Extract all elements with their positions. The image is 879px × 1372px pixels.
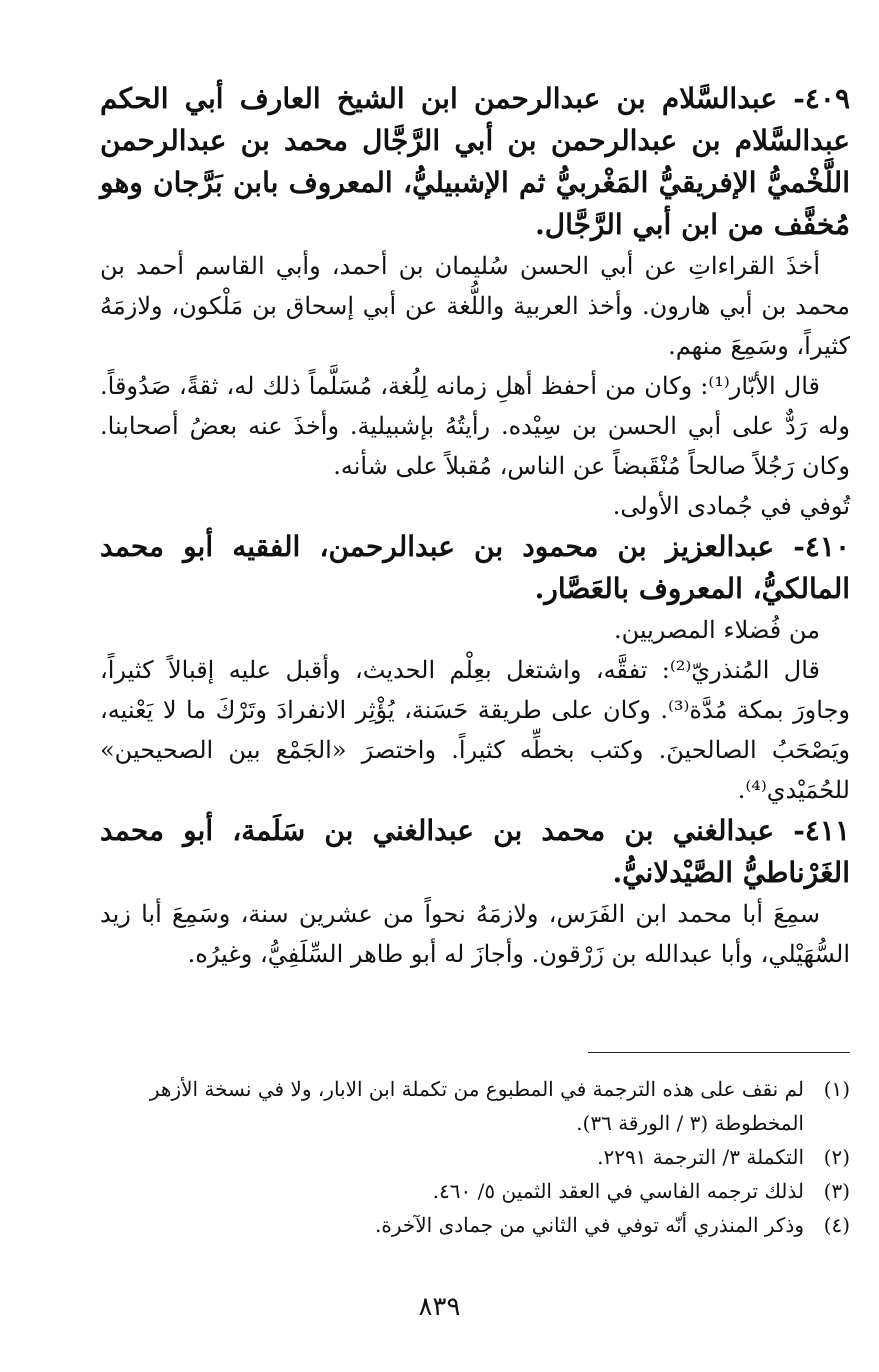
footnote-3 [100,1174,850,1208]
footnote-number: (٢) [823,1145,850,1169]
entry-number: ٤١١- [793,814,850,847]
entry-heading [100,810,850,894]
entry-number: ٤٠٩- [793,82,850,115]
paragraph: سمِعَ أبا محمد ابن الفَرَس، ولازمَهُ نحواً من عشرين سنة، وسَمِعَ أبا زيد السُّهَيْلي، وأبا عبدالله بن زَرْقون. وأجازَ له أبو طاهر السِّلَفِيُّ، وغيرُه. [100,900,850,968]
footnotes [100,1072,850,1242]
footnote-text: لم نقف على هذه الترجمة في المطبوع من تكملة ابن الابار، ولا في نسخة الأزهر المخطوطة (٣ / الورقة ٣٦). [149,1077,804,1135]
entry-heading [100,526,850,610]
footnote-2 [100,1140,850,1174]
entry-heading [100,78,850,246]
footnote-number: (٣) [823,1179,850,1203]
entry-411 [100,810,850,974]
footnote-number: (١) [823,1077,850,1101]
entry-title: عبدالغني بن محمد بن عبدالغني بن سَلَمة، أبو محمد الغَرْناطيُّ الصَّيْدلانيُّ. [100,814,850,889]
paragraph: أخذَ القراءاتِ عن أبي الحسن سُليمان بن أحمد، وأبي القاسم أحمد بن محمد بن أبي هارون. وأخذ العربية واللُّغة عن أبي إسحاق بن مَلْكون، ولازمَهُ كثيراً، وسَمِعَ منهم. [100,252,850,360]
entry-409 [100,78,850,526]
entry-title: عبدالسَّلام بن عبدالرحمن ابن الشيخ العارف أبي الحكم عبدالسَّلام بن عبدالرحمن بن أبي الرَّجَّال محمد بن عبدالرحمن اللَّخْميُّ الإفريقيُّ المَغْربيُّ ثم الإشبيليُّ، المعروف بابن بَرَّجان وهو مُخفَّف من ابن أبي الرَّجَّال. [100,82,850,241]
footnote-text: لذلك ترجمه الفاسي في العقد الثمين ٥/ ٤٦٠. [432,1179,804,1203]
entry-title: عبدالعزيز بن محمود بن عبدالرحمن، الفقيه أبو محمد المالكيُّ، المعروف بالعَصَّار. [100,530,850,605]
footnote-text: وذكر المنذري أنّه توفي في الثاني من جمادى الآخرة. [375,1213,804,1237]
entry-410 [100,526,850,810]
footnote-text: التكملة ٣/ الترجمة ٢٢٩١. [597,1145,804,1169]
footnote-4 [100,1208,850,1242]
page-body [100,78,850,974]
footnote-divider [588,1052,850,1053]
entry-number: ٤١٠- [793,530,851,563]
paragraph: قال المُنذريّ⁽²⁾: تفقَّه، واشتغل بعِلْم الحديث، وأقبل عليه إقبالاً كثيراً، وجاورَ بمكة مُدَّة⁽³⁾. وكان على طريقة حَسَنة، يُؤْثِر الانفرادَ وتَرْكَ ما لا يَعْنيه، ويَصْحَبُ الصالحينَ. وكتب بخطِّه كثيراً. واختصرَ «الجَمْع بين الصحيحين» للحُمَيْدي⁽⁴⁾. [100,656,850,804]
paragraph: تُوفي في جُمادى الأولى. [612,492,850,520]
footnote-number: (٤) [823,1213,850,1237]
footnote-1 [100,1072,850,1140]
page-number: ٨٣٩ [418,1292,461,1322]
paragraph: من فُضلاء المصريين. [613,616,820,644]
paragraph: قال الأبّار⁽¹⁾: وكان من أحفظ أهلِ زمانه لِلُغة، مُسَلَّماً ذلك له، ثقةً، صَدُوقاً. وله رَدٌّ على أبي الحسن بن سِيْده. رأيتُهُ بإشبيلية. وأخذَ عنه بعضُ أصحابنا. وكان رَجُلاً صالحاً مُنْقَبضاً عن الناس، مُقبلاً على شأنه. [100,372,850,480]
